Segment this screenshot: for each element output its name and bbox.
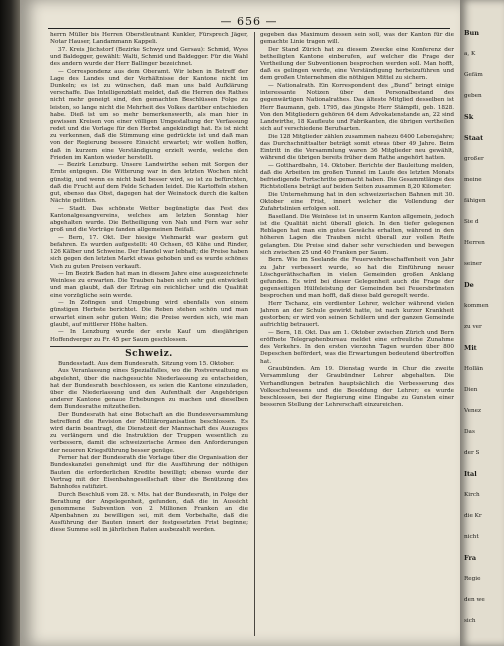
adjacent-page-fragment: fähigen <box>464 198 486 204</box>
adjacent-page-fragment: geben <box>464 93 482 99</box>
adjacent-page-fragment: Venez <box>464 408 481 414</box>
adjacent-page-fragment: großer <box>464 156 484 162</box>
newspaper-page <box>20 0 460 646</box>
adjacent-page-fragment: kommen <box>464 303 489 309</box>
right-column-paragraph: Baselland. Die Weinlese ist in unserm Kanton allgemein, jedoch ist die Qualität nicht überall gleich. In den tiefer gelegenen Reblagen hat man ein gutes Gewächs erhalten, während in den höheren Lagen die Trauben nicht überall zur vollen Reife gelangten. Die Preise sind daher sehr verschieden und bewegen sich zwischen 25 und 40 Franken per Saum. <box>260 213 454 256</box>
adjacent-page-fragment: Bun <box>464 29 479 37</box>
adjacent-page-fragment: Mit <box>464 344 477 352</box>
schweiz-paragraph: Bundesstadt. Aus dem Bundesrath. Sitzung vom 15. Oktober. <box>58 360 235 367</box>
adjacent-page-fragment: Regie <box>464 576 481 582</box>
adjacent-page-fragment: Das <box>464 429 475 435</box>
right-column-paragraph: — Gotthardbahn, 14. Oktober. Berichte der Bauleitung melden, daß die Arbeiten im großen Tunnel im Laufe des letzten Monats befriedigende Fortschritte gemacht haben. Die Gesammtlänge des Richtstollens beträgt auf beiden Seiten zusammen 8,20 Kilometer. <box>260 162 454 191</box>
left-column-paragraph: — Im Bezirk Baden hat man in diesem Jahre eine ausgezeichnete Weinlese zu erwarten. Die Trauben haben sich sehr gut entwickelt und man glaubt, daß der Ertrag ein reichlicher und die Qualität eine vorzügliche sein werde. <box>50 271 248 299</box>
left-column-paragraph: — Correspondenz aus dem Oberamt. Wir leben in Betreff der Lage des Landes und der Verhältnisse der Kantone nicht im Dunkeln; es ist zu wünschen, daß man uns bald Aufklärung verschaffe. Das Intelligenzblatt meldet, daß die Herren des Rathes nicht mehr geneigt sind, den gemachten Beschlüssen Folge zu leisten, so lange nicht die Mehrheit des Volkes darüber entschieden habe. Dieß ist um so mehr bemerkenswerth, als man hier in gewissen Kreisen von einer völligen Umgestaltung der Verfassung redet und die Vorlage für den Herbst angekündigt hat. Es ist nicht zu verkennen, daß die Stimmung eine gedrückte ist und daß man von der Regierung bessere Einsicht erwartet; wir wollen hoffen, daß in kurzem eine Verständigung erzielt werde, welche den Frieden im Kanton wieder herstellt. <box>50 68 248 161</box>
right-column-articles <box>260 32 454 409</box>
adjacent-page-fragment: a, K <box>464 51 476 57</box>
right-column-paragraph: — Nationalrath. Ein Korrespondent des „Bund“ bringt einige interessante Notizen über den Personalbestand des gegenwärtigen Nationalrathes. Das älteste Mitglied desselben ist Herr Baumann, geb. 1795, das jüngste Herr Stämpfli, geb. 1828. Von den Mitgliedern gehören 64 dem Advokatenstande an, 22 sind Landwirthe, 18 Kaufleute und Fabrikanten, die übrigen vertheilen sich auf verschiedene Berufsarten. <box>260 83 454 133</box>
adjacent-page-fragment: der S <box>464 450 480 456</box>
right-column-paragraph: Die 128 Mitglieder zählen zusammen nahezu 6400 Lebensjahre; das Durchschnittsalter beträgt somit etwas über 49 Jahre. Beim Eintritt in die Versammlung waren 36 Mitglieder neu gewählt, während die übrigen bereits früher dem Rathe angehört hatten. <box>260 133 454 162</box>
left-column-paragraph: — Stadt. Das schönste Wetter begünstigte das Fest des Kantonalgesangvereins, welches am letzten Sonntag hier abgehalten wurde. Die Betheiligung von Nah und Fern war sehr groß und die Vorträge fanden allgemeinen Beifall. <box>50 205 248 234</box>
schweiz-paragraph: Ferner hat der Bundesrath die Vorlage über die Organisation der Bundeskanzlei genehmigt und für die Ausführung der nöthigen Bauten die erforderlichen Kredite bewilligt; ebenso wurde der Vertrag mit der Eisenbahngesellschaft über die Benützung des Bahnhofes ratifizirt. <box>50 455 248 490</box>
adjacent-page-fragment: nicht <box>464 534 479 540</box>
page-number: — 656 — <box>220 15 278 28</box>
right-column <box>260 32 454 640</box>
schweiz-paragraph: Der Bundesrath hat eine Botschaft an die Bundesversammlung betreffend die Revision der Militärorganisation beschlossen. Es wird darin beantragt, die Dienstzeit der Mannschaft des Auszuges zu verlängern und die Instruktion der Truppen wesentlich zu verbessern, damit die schweizerische Armee den Anforderungen der neueren Kriegsführung besser genüge. <box>50 411 248 454</box>
adjacent-page-fragment: De <box>464 281 474 289</box>
right-column-paragraph: Herr Tschanz, ein verdienter Lehrer, welcher während vielen Jahren an der Schule gewirkt hatte, ist nach kurzer Krankheit gestorben; er wird von seinen Schülern und der ganzen Gemeinde aufrichtig betrauert. <box>260 300 454 329</box>
left-column-paragraph: herrn Müller bis Herren Oberstleutnant Kunkler, Fürsprech Jäger, Notar Hauser, Landammann Kappeli. <box>50 32 248 46</box>
adjacent-page-fragment: Gefäm <box>464 72 483 78</box>
schweiz-articles <box>50 361 248 535</box>
left-column-paragraph: — In Zofingen und Umgebung wird ebenfalls von einem günstigen Herbste berichtet. Die Reben stehen schön und man erwartet einen sehr guten Wein; die Preise werden sich, wie man glaubt, auf mittlerer Höhe halten. <box>50 300 248 328</box>
adjacent-page-fragment: Hollän <box>464 366 484 372</box>
right-column-paragraph: — Bern, 18. Okt. Das am 1. Oktober zwischen Zürich und Bern eröffnete Telegraphenbureau meldet eine erfreuliche Zunahme des Verkehrs. In den ersten vierzehn Tagen wurden über 800 Depeschen befördert, was die Erwartungen bedeutend übertroffen hat. <box>260 329 454 365</box>
right-column-paragraph: Graubünden. Am 19. Dienstag wurde in Chur die zweite Versammlung der Graubündner Lehrer abgehalten. Die Verhandlungen betrafen hauptsächlich die Verbesserung des Volksschulwesens und die Besoldung der Lehrer; es wurde beschlossen, bei der Regierung eine Eingabe zu Gunsten einer besseren Stellung der Lehrerschaft einzureichen. <box>260 366 454 408</box>
adjacent-page-fragment: Sk <box>464 113 474 121</box>
left-column-paragraph: — Bern, 17. Okt. Der hiesige Viehmarkt war gestern gut befahren. Es wurden aufgestellt: 40 Ochsen, 65 Kühe und Rinder, 126 Kälber und Schweine. Der Handel war lebhaft; die Preise haben sich gegen den letzten Markt etwas gehoben und es wurde schönes Vieh zu guten Preisen verkauft. <box>50 234 248 270</box>
adjacent-page-fragment: Ital <box>464 470 477 478</box>
column-divider <box>254 32 255 636</box>
right-column-paragraph: Bern. Wie im Seelande die Feuerwehrbeschaffenheit von Jahr zu Jahr verbessert wurde, so hat die Einführung neuer Löschgeräthschaften in vielen Gemeinden großen Anklang gefunden. Es wird bei dieser Gelegenheit auch die Frage der gegenseitigen Hülfeleistung der Gemeinden bei Feuersbrünsten besprochen und man hofft, daß diese bald geregelt werde. <box>260 257 454 300</box>
adjacent-page-fragment: Sie d <box>464 219 479 225</box>
adjacent-page-fragment: Kirch <box>464 492 480 498</box>
section-heading-schweiz: Schweiz. <box>50 346 248 360</box>
adjacent-page-fragment: den we <box>464 597 485 603</box>
adjacent-page-fragment: seiner <box>464 261 482 267</box>
right-column-paragraph: gegeben das Maximum dessen sein soll, was der Kanton für die gemachte Linie tragen will. <box>260 32 454 46</box>
adjacent-page-fragment: Dien <box>464 387 478 393</box>
book-spine-shadow <box>0 0 20 646</box>
adjacent-page-fragment: sich <box>464 618 476 624</box>
schweiz-paragraph: Aus Veranlassung eines Spezialfalles, wo die Postverwaltung es abgelehnt, über die nachgesuchte Niederlassung zu entscheiden, hat der Bundesrath beschlossen, es seien die Kantone einzuladen, über die Niederlassung und den Aufenthalt der Angehörigen anderer Kantone genaue Erhebungen zu machen und dieselben dem Bundesrathe mitzutheilen. <box>50 368 248 411</box>
right-column-paragraph: Der Stand Zürich hat zu diesem Zwecke eine Konferenz der betheiligten Kantone einberufen, auf welcher die Frage der Vertheilung der Subventionen besprochen werden soll. Man hofft, daß es gelingen werde, eine Verständigung herbeizuführen und dem großen Unternehmen die nöthigen Mittel zu sichern. <box>260 46 454 82</box>
adjacent-page-edge <box>460 0 504 646</box>
adjacent-page-fragment: Herren <box>464 240 485 246</box>
adjacent-page-fragment: Fra <box>464 554 477 562</box>
right-column-paragraph: Die Unternehmung hat in den schweizerischen Bahnen mit 30. Oktober eine Frist, innert welcher die Vollendung der Zufahrtslinien erfolgen soll. <box>260 191 454 213</box>
adjacent-page-fragment: Staat <box>464 134 484 142</box>
schweiz-paragraph: Durch Beschluß vom 28. v. Mts. hat der Bundesrath, in Folge der Berathung der Angelegenheit, gefunden, daß die in Aussicht genommene Subvention von 2 Millionen Franken an die Alpenbahnen zu bewilligen sei, mit dem Vorbehalte, daß die Ausführung der Bauten innert der festgesetzten Frist beginne; diese Summe soll in jährlichen Raten ausbezahlt werden. <box>50 491 248 534</box>
adjacent-page-fragment: die Kr <box>464 513 482 519</box>
adjacent-page-fragment: zu ver <box>464 324 482 330</box>
left-column-paragraph: — In Lenzburg wurde der erste Kauf um diesjährigen Hoffendverger zu Fr. 45 per Saum geschlossen. <box>50 329 248 343</box>
page-header <box>48 10 450 29</box>
left-column-articles <box>50 32 248 344</box>
adjacent-page-fragment: meine <box>464 177 482 183</box>
left-column-paragraph: 37. Kreis Jüchstorf (Bezirke Schwyz und Gersau): Schmid, Wyss und Baldegger, gewählt: Walti, Schmid und Baldegger. Für die Wahl des andern wurde der Herr Ballinger bezeichnet. <box>50 46 248 68</box>
left-column-paragraph: — Bezirk Lenzburg. Unsere Landwirthe sehen mit Sorgen der Ernte entgegen. Die Witterung war in den letzten Wochen nicht günstig, und wenn es nicht bald besser wird, so ist zu befürchten, daß die Frucht auf dem Felde Schaden leidet. Die Kartoffeln stehen gut, ebenso das Obst, dagegen hat der Weinstock durch die kalten Nächte gelitten. <box>50 162 248 205</box>
left-column <box>50 32 248 640</box>
